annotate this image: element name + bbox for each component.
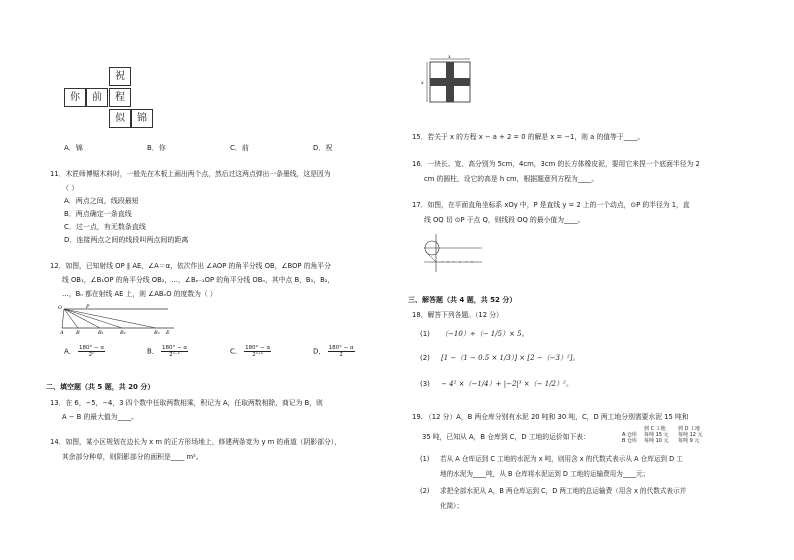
net-cell-top: 祝 — [109, 67, 131, 86]
q12-option-b: B． $\frac{180^\circ - \alpha}{\text{2ⁿ⁻¹}}$ — [147, 345, 188, 359]
q12-label-e: E — [166, 330, 170, 336]
q12-label-p: P — [86, 304, 90, 310]
net-cell-b1: 似 — [109, 109, 131, 128]
q19-part2-no: (2) — [420, 487, 430, 495]
q14-figure — [420, 56, 480, 106]
q12-label-a: A — [60, 330, 64, 336]
section-3-title: 三、解答题（共 4 题，共 52 分） — [408, 296, 517, 304]
net-cell-left: 你 — [64, 88, 86, 107]
q12-option-a: A． $\frac{180^\circ - \alpha}{\text{2ⁿ}}$ — [64, 345, 105, 359]
q19-part1-line1: 若从 A 仓库运到 C 工地的水泥为 x 吨，则用含 x 的代数式表示从 A 仓库运到 D 工 — [440, 455, 683, 463]
q13-line2: A − B 的最大值为____。 — [62, 413, 138, 421]
q12-stem-line3: …，Bₙ 都在射线 AE 上，则 ∠ABₙO 的度数为（ ） — [62, 290, 217, 298]
q19-line2: 35 吨，已知从 A，B 仓库到 C，D 工地的运价如下表： — [422, 433, 590, 441]
q14-fig-label-side: x — [421, 80, 424, 86]
q12-label-o: O — [58, 305, 63, 311]
q18-item-3: (3) − 4² ×（−1/4）+ |−2|³ ×（− 1/2）²。 — [420, 380, 573, 388]
q19-part2-line2: 化简）； — [440, 502, 464, 510]
q13-line1: 13．在 6，−5，−4，3 四个数中任取两数相乘，积记为 A，任取两数相除，商记为 B，则 — [50, 399, 323, 407]
q12-figure — [58, 306, 178, 336]
net-cell-b2: 锦 — [131, 109, 153, 128]
q19-b-to-d: 每吨 9 元 — [678, 438, 700, 444]
q19-part1-no: (1) — [420, 455, 430, 463]
q19-a-to-c: 每吨 15 元 — [644, 432, 669, 438]
q11-option-c: C．过一点，有无数条直线 — [64, 223, 146, 231]
q19-header-c: 到 C 工地 — [644, 426, 666, 432]
q11-stem: 11．木匠师傅锯木料时，一般先在木板上画出两个点，然后过这两点弹出一条墨线，这是因为 — [50, 170, 331, 178]
q18-item-1: (1) （−10）÷（− 1/5）× 5。 — [420, 330, 529, 338]
q19-part1-line2: 地的水泥为____吨，从 B 仓库将水泥运到 D 工地的运输费用为____元； — [440, 470, 650, 478]
q12-option-d: D． $\frac{180^\circ - \alpha}{2}$ — [313, 345, 354, 359]
q11-option-d: D．连接两点之间的线段叫两点间的距离 — [64, 236, 189, 244]
q14-line2: 其余部分种草，则阴影部分的面积是____ m²。 — [62, 453, 203, 461]
q11-paren: （ ） — [62, 184, 79, 192]
q19-row-a: A 仓库 — [622, 432, 638, 438]
q19-b-to-c: 每吨 10 元 — [644, 438, 669, 444]
q12-label-b: B — [76, 330, 80, 336]
q12-label-b1: B₁ — [98, 330, 104, 336]
net-cell-mid: 前 — [86, 88, 108, 107]
q17-line2: 线 OQ 切 ⊙P 于点 Q，则线段 OQ 的最小值为____。 — [424, 216, 585, 224]
q12-label-bn: Bₙ — [154, 330, 160, 336]
q19-part2-line1: 求把全部水泥从 A，B 两仓库运到 C，D 两工地的总运输费（用含 x 的代数式表示并 — [440, 487, 687, 495]
net-cell-right: 程 — [109, 88, 131, 107]
q11-option-b: B．两点确定一条直线 — [64, 210, 132, 218]
q12-stem-line1: 12．如图，已知射线 OP ∥ AE，∠A＝α，依次作出 ∠AOP 的角平分线 OB，∠BOP 的角平分 — [50, 262, 331, 270]
q16-line1: 16．一块长、宽、高分别为 5cm，4cm，3cm 的长方体橡皮泥，要用它来捏一个底面半径为 2 — [412, 160, 700, 168]
q19-a-to-d: 每吨 12 元 — [678, 432, 703, 438]
q10-option-c: C．前 — [230, 144, 249, 152]
q12-label-b2: B₂ — [120, 330, 126, 336]
q19-row-b: B 仓库 — [622, 438, 638, 444]
q18-item-2: (2) [1 −（1 − 0.5 × 1/3）] × [2 −（−3）²]。 — [420, 354, 580, 362]
q15: 15．若关于 x 的方程 x − a + 2 = 0 的解是 x = −1，则 a 的值等于____。 — [412, 133, 645, 141]
q14-line1: 14．如图，某小区规划在边长为 x m 的正方形场地上，修建两条宽为 y m 的甬道（阴影部分）， — [50, 438, 341, 446]
q18-title: 18．解答下列各题。（12 分） — [412, 311, 503, 319]
q19-header-d: 到 D 工地 — [678, 426, 701, 432]
q10-option-a: A．锦 — [64, 144, 83, 152]
q11-option-a: A．两点之间，线段最短 — [64, 197, 139, 205]
section-2-title: 二、填空题（共 5 题，共 20 分） — [46, 383, 155, 391]
q19-line1: 19. （12 分）A，B 两仓库分别有水泥 20 吨和 30 吨，C，D 两工地分别需要水泥 15 吨和 — [412, 413, 689, 421]
q12-option-c: C． $\frac{180^\circ - \alpha}{\text{2ⁿ⁺¹}}$ — [230, 345, 271, 359]
q12-stem-line2: 线 OB₁，∠B₁OP 的角平分线 OB₂，…，∠Bₙ₋₁OP 的角平分线 OBₙ，其中点 B，B₁，B₂， — [62, 276, 335, 284]
q16-line2: cm 的圆柱，设它的高是 h cm，根据题意列方程为____。 — [424, 175, 599, 183]
q10-option-b: B．你 — [147, 144, 166, 152]
q14-fig-label-top: x — [448, 54, 451, 60]
q17-line1: 17．如图，在平面直角坐标系 xOy 中，P 是直线 y = 2 上的一个动点，⊙P 的半径为 1，直 — [412, 201, 690, 209]
q17-figure — [422, 232, 484, 274]
q10-option-d: D．祝 — [313, 144, 333, 152]
